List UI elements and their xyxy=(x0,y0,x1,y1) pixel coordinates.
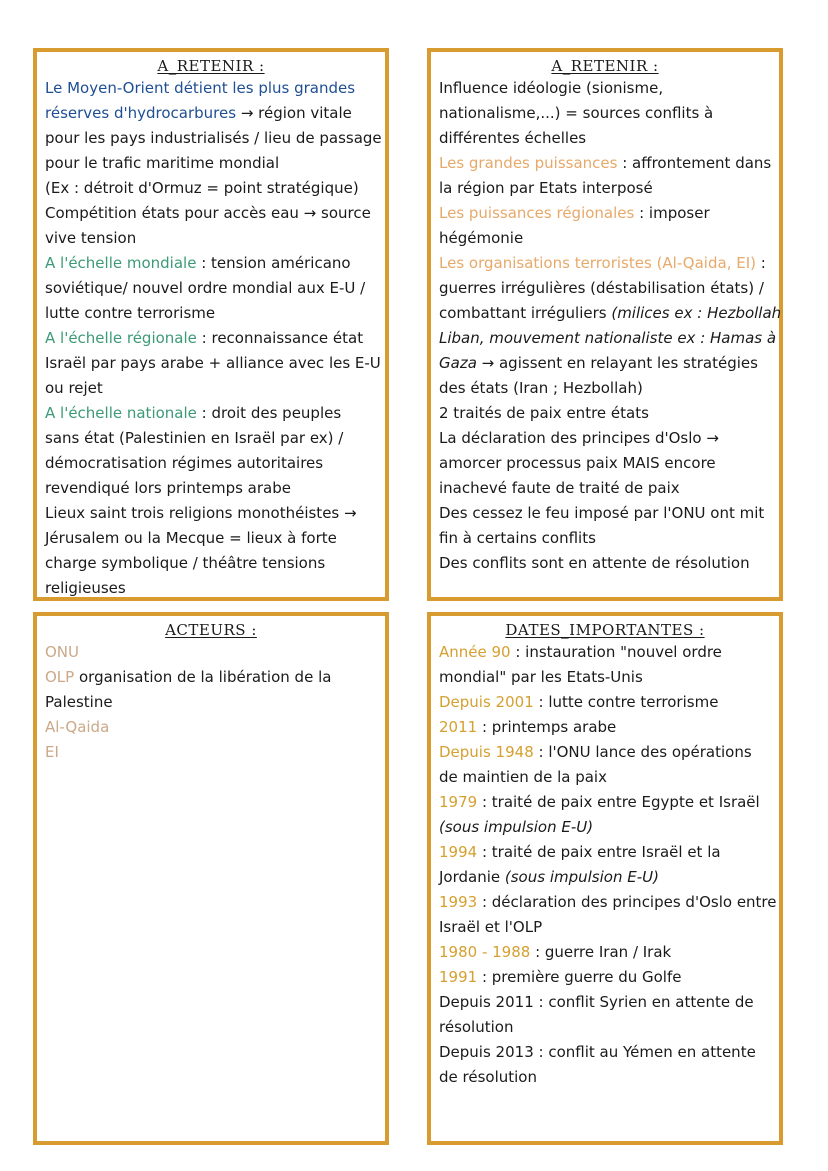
text-line: ONU xyxy=(45,643,80,661)
text-line xyxy=(439,890,777,915)
text-line: Lieux saint trois religions monothéistes → xyxy=(45,504,357,522)
text-line: religieuses xyxy=(45,579,126,597)
text-line: nationalisme,...) = sources conflits à xyxy=(439,104,714,122)
date-highlight: Depuis 1948 xyxy=(439,743,534,761)
text: : reconnaissance état xyxy=(196,329,364,347)
card-title: A_RETENIR : xyxy=(551,57,659,75)
text-line xyxy=(439,201,771,226)
text: : printemps arabe xyxy=(477,718,617,736)
text: : droit des peuples xyxy=(196,404,342,422)
text: : traité de paix entre Israël et la xyxy=(477,843,721,861)
text-line xyxy=(439,740,771,765)
highlight: A l'échelle mondiale xyxy=(45,254,197,272)
text-line: ou rejet xyxy=(45,379,103,397)
text: : instauration "nouvel ordre xyxy=(510,643,722,661)
text: : première guerre du Golfe xyxy=(477,968,682,986)
text-line xyxy=(439,840,771,865)
text: : tension américano xyxy=(196,254,351,272)
text-line: de maintien de la paix xyxy=(439,768,607,786)
text-line: fin à certains conflits xyxy=(439,529,596,547)
text-line: Al-Qaida xyxy=(45,718,110,736)
highlight: A l'échelle nationale xyxy=(45,404,197,422)
italic-text: Gaza xyxy=(439,354,477,372)
text: : guerre Iran / Irak xyxy=(530,943,672,961)
text: : lutte contre terrorisme xyxy=(533,693,719,711)
date-highlight: 1980 - 1988 xyxy=(439,943,531,961)
text-line xyxy=(439,965,771,990)
date-highlight: 1993 xyxy=(439,893,478,911)
text-line: des états (Iran ; Hezbollah) xyxy=(439,379,643,397)
text-line: charge symbolique / théâtre tensions xyxy=(45,554,326,572)
date-highlight: 2011 xyxy=(439,718,478,736)
card-acteurs xyxy=(33,612,389,1145)
text-line: mondial" par les Etats-Unis xyxy=(439,668,643,686)
text-line xyxy=(439,690,771,715)
text-line: amorcer processus paix MAIS encore xyxy=(439,454,716,472)
text: : traité de paix entre Egypte et Israël xyxy=(477,793,760,811)
text-line: guerres irrégulières (déstabilisation états) / xyxy=(439,279,764,297)
card-a-retenir-1 xyxy=(33,48,389,601)
date-highlight: 1994 xyxy=(439,843,478,861)
text: : imposer xyxy=(634,204,710,222)
text: → région vitale xyxy=(236,104,352,122)
text-line xyxy=(439,940,771,965)
text-line xyxy=(439,865,771,890)
text-line: lutte contre terrorisme xyxy=(45,304,216,322)
text-line: vive tension xyxy=(45,229,137,247)
card-dates-importantes xyxy=(427,612,783,1145)
text-line: La déclaration des principes d'Oslo → xyxy=(439,429,719,447)
text-line xyxy=(45,326,377,351)
text-line: Influence idéologie (sionisme, xyxy=(439,79,664,97)
text-line: Des conflits sont en attente de résolution xyxy=(439,554,750,572)
text: : xyxy=(755,254,766,272)
text-line: Palestine xyxy=(45,693,113,711)
text-line: de résolution xyxy=(439,1068,537,1086)
text-line xyxy=(45,101,377,126)
text-line xyxy=(439,301,782,326)
text-line: Compétition états pour accès eau → source xyxy=(45,204,371,222)
text: : l'ONU lance des opérations xyxy=(533,743,752,761)
text-line xyxy=(439,640,771,665)
text-line: Israël par pays arabe + alliance avec les E-U xyxy=(45,354,381,372)
text-line: pour le trafic maritime mondial xyxy=(45,154,280,172)
text-line xyxy=(439,251,771,276)
text-line: la région par Etats interposé xyxy=(439,179,653,197)
text-line: différentes échelles xyxy=(439,129,587,147)
text-line: pour les pays industrialisés / lieu de passage xyxy=(45,129,382,147)
text-line: Depuis 2013 : conflit au Yémen en attente xyxy=(439,1043,756,1061)
text-line: sans état (Palestinien en Israël par ex) / xyxy=(45,429,344,447)
text-line: Liban, mouvement nationaliste ex : Hamas à xyxy=(439,329,777,347)
highlight: OLP xyxy=(45,668,75,686)
date-highlight: Depuis 2001 xyxy=(439,693,534,711)
date-highlight: 1991 xyxy=(439,968,478,986)
text-line: 2 traités de paix entre états xyxy=(439,404,649,422)
text-line xyxy=(45,665,377,690)
text-line: Israël et l'OLP xyxy=(439,918,543,936)
text-line xyxy=(439,151,771,176)
highlight: Les organisations terroristes (Al-Qaida, EI) xyxy=(439,254,756,272)
highlight: Les grandes puissances xyxy=(439,154,618,172)
text-line xyxy=(439,715,771,740)
text-line: résolution xyxy=(439,1018,514,1036)
text-line xyxy=(439,351,771,376)
date-highlight: Année 90 xyxy=(439,643,511,661)
text-line: Depuis 2011 : conflit Syrien en attente de xyxy=(439,993,754,1011)
card-title: DATES_IMPORTANTES : xyxy=(505,621,705,639)
text-line: démocratisation régimes autoritaires xyxy=(45,454,324,472)
card-title: ACTEURS : xyxy=(165,621,257,639)
text-line: hégémonie xyxy=(439,229,524,247)
text-line xyxy=(45,401,377,426)
italic-text: (milices ex : Hezbollah xyxy=(611,304,782,322)
text-line: (sous impulsion E-U) xyxy=(439,818,594,836)
highlight: A l'échelle régionale xyxy=(45,329,197,347)
highlight: réserves d'hydrocarbures xyxy=(45,104,237,122)
text-line: EI xyxy=(45,743,59,761)
text-line: Des cessez le feu imposé par l'ONU ont mit xyxy=(439,504,765,522)
card-a-retenir-2 xyxy=(427,48,783,601)
date-highlight: 1979 xyxy=(439,793,478,811)
text: combattant irréguliers xyxy=(439,304,612,322)
text-line: Jérusalem ou la Mecque = lieux à forte xyxy=(45,529,337,547)
text: organisation de la libération de la xyxy=(74,668,332,686)
text: : affrontement dans xyxy=(617,154,772,172)
text-line: soviétique/ nouvel ordre mondial aux E-U / xyxy=(45,279,366,297)
text-line: Le Moyen-Orient détient les plus grandes xyxy=(45,79,356,97)
text-line xyxy=(45,251,377,276)
text: : déclaration des principes d'Oslo entre xyxy=(477,893,777,911)
text: → agissent en relayant les stratégies xyxy=(476,354,758,372)
text-line: revendiqué lors printemps arabe xyxy=(45,479,291,497)
text-line: inachevé faute de traité de paix xyxy=(439,479,680,497)
text-line xyxy=(439,790,771,815)
text-line: (Ex : détroit d'Ormuz = point stratégique) xyxy=(45,179,359,197)
italic-text: (sous impulsion E-U) xyxy=(504,868,659,886)
highlight: Les puissances régionales xyxy=(439,204,635,222)
card-title: A_RETENIR : xyxy=(157,57,265,75)
text: Jordanie xyxy=(439,868,505,886)
